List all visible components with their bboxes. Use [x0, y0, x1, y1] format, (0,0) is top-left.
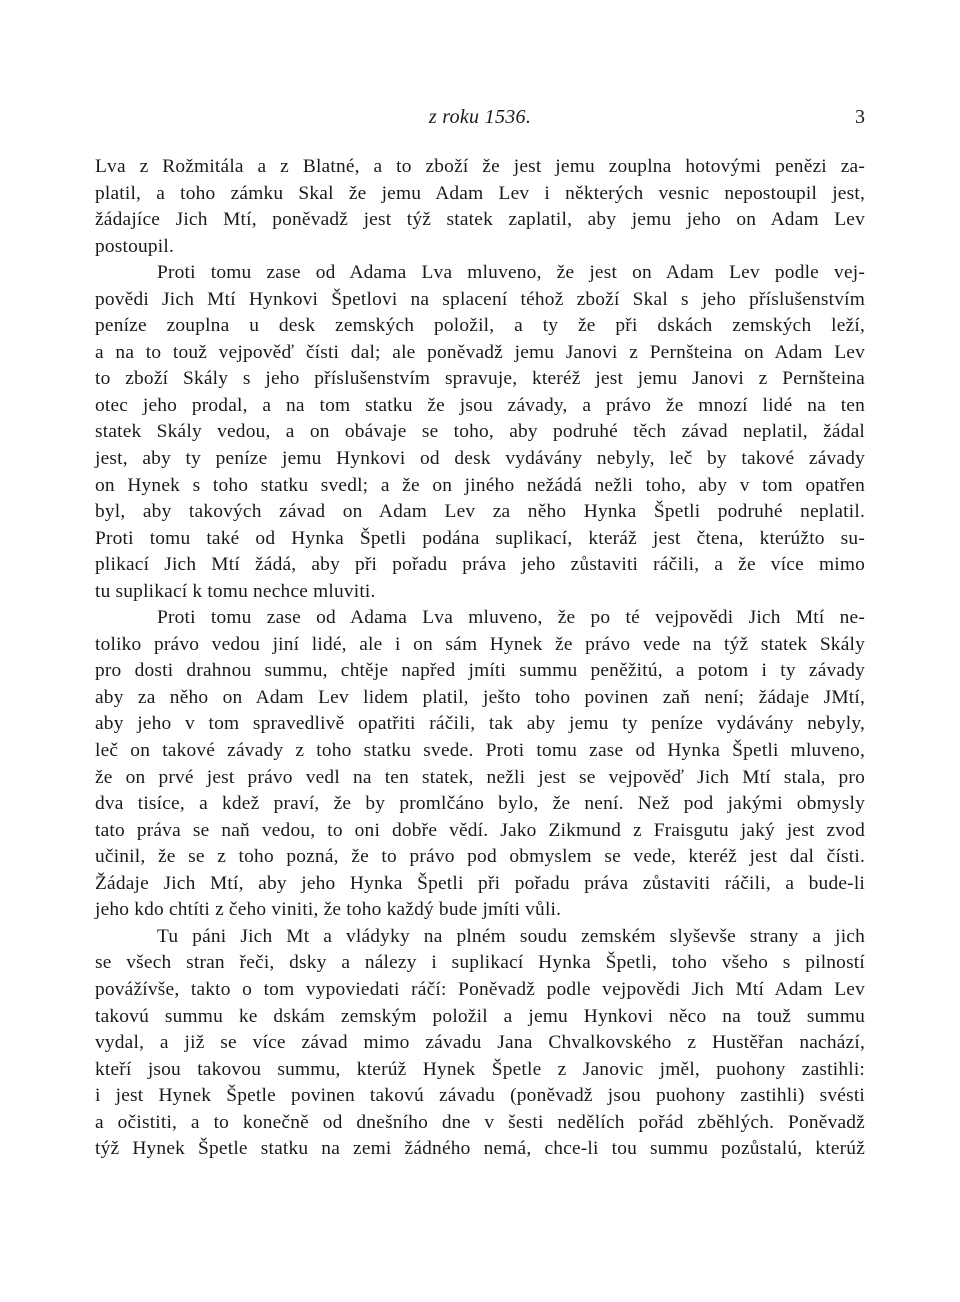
text-line: otec jeho prodal, a na tom statku že jsou závady, a právo že mnozí lidé na ten	[95, 394, 865, 416]
text-line: vydal, a již se více závad mimo závadu Jana Chvalkovského z Hustěřan nachází,	[95, 1032, 865, 1054]
text-line: učinil, že se z toho pozná, že to právo pod obmyslem se vede, kteréž jest dal čísti.	[95, 846, 865, 868]
text-line: kteří jsou takovou summu, kterúž Hynek Špetle z Janovic jměl, puohony zastihli:	[95, 1058, 865, 1080]
text-line: tu suplikací k tomu nechce mluviti.	[95, 580, 376, 602]
text-line: týž Hynek Špetle statku na zemi žádného nemá, chce-li tou summu pozůstalú, kterúž	[95, 1138, 865, 1160]
text-line: jest, aby ty peníze jemu Hynkovi od desk vydávány nebyly, leč by takové závady	[95, 448, 865, 470]
body-text	[95, 154, 865, 1163]
page-number: 3	[855, 106, 865, 128]
text-line: on Hynek s toho statku svedl; a že on jiného nežádá nežli toho, aby v tom opatřen	[95, 474, 865, 496]
page-header	[95, 106, 865, 136]
text-line: i jest Hynek Špetle povinen takovú závadu (poněvadž jsou puohony zastihli) svésti	[95, 1085, 865, 1107]
running-title: z roku 1536.	[428, 106, 532, 128]
text-line: jeho kdo chtíti z čeho viniti, že toho každý bude jmíti vůli.	[95, 899, 562, 921]
text-line: se všech stran řeči, dsky a nálezy i suplikací Hynka Špetli, toho všeho s pilností	[95, 952, 865, 974]
text-line: to zboží Skály s jeho příslušenstvím spravuje, kteréž jest jemu Janovi z Pernšteina	[95, 368, 865, 390]
text-line: takovú summu ke dskám zemským položil a jemu Hynkovi něco na touž summu	[95, 1005, 865, 1027]
text-line: žádajíce Jich Mtí, poněvadž jest týž statek zaplatil, aby jemu jeho on Adam Lev	[95, 209, 865, 231]
text-line: Tu páni Jich Mt a vládyky na plném soudu zemském slyševše strany a jich	[157, 925, 865, 947]
text-line: pro dosti drahnou summu, chtěje napřed jmíti summu peněžitú, a potom i ty závady	[95, 660, 865, 682]
text-line: platil, a toho zámku Skal že jemu Adam Lev i některých vesnic nepostoupil jest,	[95, 182, 865, 204]
text-line: Proti tomu zase od Adama Lva mluveno, že jest on Adam Lev podle vej-	[157, 262, 865, 284]
text-line: Lva z Rožmitála a z Blatné, a to zboží že jest jemu zouplna hotovými penězi za-	[95, 156, 865, 177]
paragraph	[95, 924, 865, 1163]
text-line: plikací Jich Mtí žádá, aby při pořadu práva jeho zůstaviti ráčili, a že více mimo	[95, 554, 865, 576]
text-line: peníze zouplna u desk zemských položil, a ty že při dskách zemských leží,	[95, 315, 865, 337]
text-line: povážívše, takto o tom vypoviedati ráčí: Poněvadž podle vejpovědi Jich Mtí Adam Lev	[95, 978, 865, 1000]
paragraph	[95, 260, 865, 605]
text-line: statek Skály vedou, a on obávaje se toho, aby podruhé těch závad neplatil, žádal	[95, 421, 865, 443]
text-line: a očistiti, a to konečně od dnešního dne v šesti nedělích pořád zběhlých. Poněvadž	[95, 1111, 865, 1133]
text-line: postoupil.	[95, 235, 175, 257]
text-line: že on prvé jest právo vedl na ten statek, nežli jest se vejpověď Jich Mtí stala, pro	[95, 766, 865, 788]
paragraph	[95, 154, 865, 260]
text-line: aby za něho on Adam Lev lidem platil, ješto toho povinen zaň není; žádaje JMtí,	[95, 686, 865, 708]
text-line: a na to touž vejpověď čísti dal; ale poněvadž jemu Janovi z Pernšteina on Adam Lev	[95, 341, 865, 363]
text-line: leč on takové závady z toho statku svede. Proti tomu zase od Hynka Špetli mluveno,	[95, 740, 865, 762]
text-line: Žádaje Jich Mtí, aby jeho Hynka Špetli při pořadu práva zůstaviti ráčili, a bude-li	[95, 872, 865, 894]
text-line: byl, aby takových závad on Adam Lev za něho Hynka Špetli podruhé neplatil.	[95, 501, 865, 523]
text-line: tato práva se naň vedou, to oni dobře vědí. Jako Zikmund z Fraisgutu jaký jest zvod	[95, 819, 865, 841]
text-line: povědi Jich Mtí Hynkovi Špetlovi na splacení téhož zboží Skal s jeho příslušenstvím	[95, 288, 865, 310]
text-line: Proti tomu zase od Adama Lva mluveno, že po té vejpovědi Jich Mtí ne-	[157, 607, 865, 629]
paragraph	[95, 605, 865, 924]
text-line: toliko právo vedou jiní lidé, ale i on sám Hynek že právo vede na týž statek Skály	[95, 633, 865, 655]
text-line: aby jeho v tom spravedlivě opatřiti ráčili, tak aby jemu ty peníze vydávány nebyly,	[95, 713, 865, 735]
text-line: Proti tomu také od Hynka Špetli podána suplikací, kteráž jest čtena, kterúžto su-	[95, 527, 865, 549]
text-line: dva tisíce, a kdež praví, že by promlčáno bylo, že není. Než pod jakými obmysly	[95, 793, 865, 815]
